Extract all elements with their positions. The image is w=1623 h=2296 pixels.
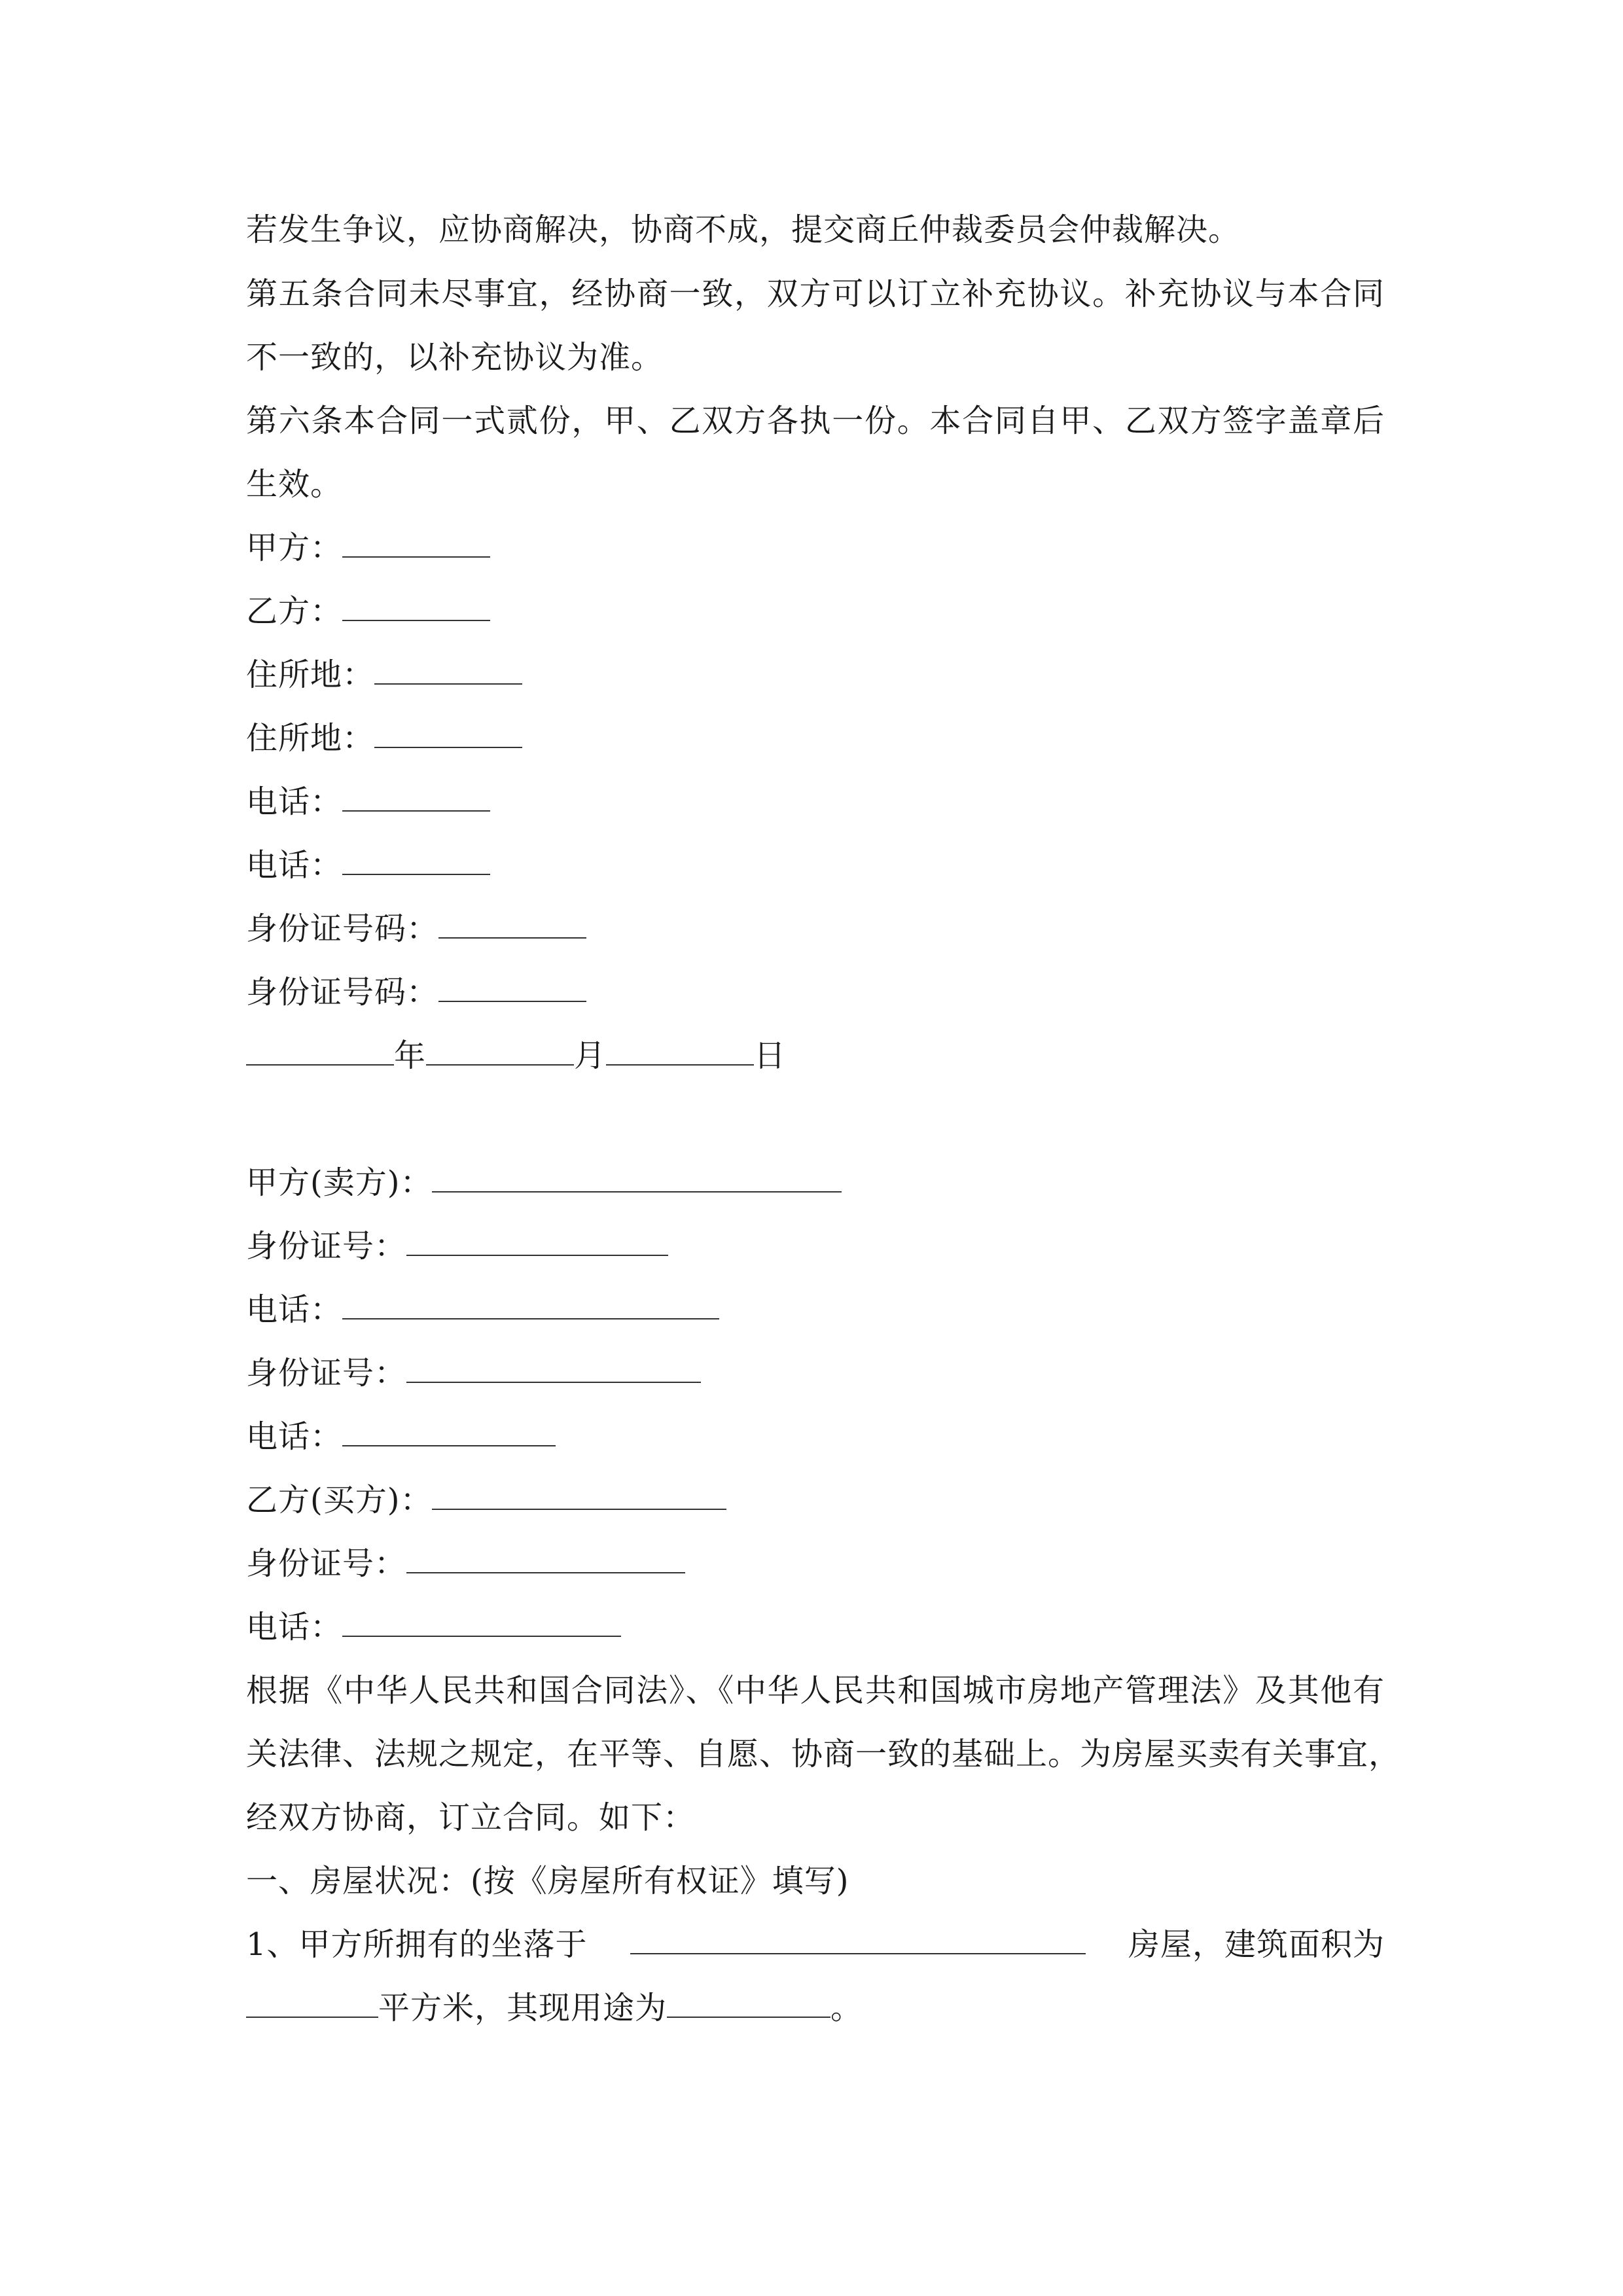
item1-area-label: 房屋，建筑面积为: [1128, 1926, 1385, 1963]
address-a-label: 住所地：: [246, 656, 375, 693]
phone-b-label: 电话：: [246, 847, 343, 884]
signature-phone-a: [246, 770, 1385, 834]
buyer-blank[interactable]: [432, 1468, 726, 1510]
year-label: 年: [394, 1037, 427, 1074]
usage-blank[interactable]: [667, 1976, 830, 2018]
seller-label: 甲方(卖方)：: [246, 1164, 433, 1201]
seller-id-label: 身份证号：: [246, 1228, 407, 1265]
party-b-label: 乙方：: [246, 593, 343, 630]
signature-address-a: [246, 643, 1385, 707]
address-a-blank[interactable]: [374, 643, 522, 685]
section-1-item-1-line-2: [246, 1976, 1385, 2040]
preamble-line-3: 经双方协商，订立合同。如下：: [246, 1799, 696, 1836]
phone-a-blank[interactable]: [342, 770, 490, 812]
buyer-id-row: [246, 1532, 1385, 1596]
seller-id-blank[interactable]: [406, 1214, 668, 1256]
address-b-blank[interactable]: [374, 706, 522, 748]
article-6-line-2: 生效。: [246, 466, 343, 503]
signature-party-a: [246, 516, 1385, 580]
section-1-item-1-line-1: [246, 1912, 1385, 1977]
signature-address-b: [246, 706, 1385, 770]
location-blank[interactable]: [630, 1912, 1086, 1954]
seller-row: [246, 1151, 1385, 1215]
seller-phone-blank[interactable]: [342, 1278, 719, 1319]
dispute-clause: 若发生争议，应协商解决，协商不成，提交商丘仲裁委员会仲裁解决。: [246, 211, 1241, 248]
party-a-label: 甲方：: [246, 529, 343, 566]
buyer-phone-row: [246, 1595, 1385, 1659]
seller-phone-label: 电话：: [246, 1291, 343, 1328]
seller-phone-row: [246, 1278, 1385, 1342]
extra-id-row: [246, 1341, 1385, 1405]
extra-phone-blank[interactable]: [342, 1405, 556, 1446]
item1-end: 。: [830, 1990, 863, 2026]
item1-usage-label: 平方米，其现用途为: [378, 1990, 668, 2026]
extra-phone-label: 电话：: [246, 1418, 343, 1455]
day-blank[interactable]: [606, 1024, 754, 1066]
seller-id-row: [246, 1214, 1385, 1278]
section-1-heading: 一、房屋状况：(按《房屋所有权证》填写): [246, 1863, 849, 1899]
phone-a-label: 电话：: [246, 783, 343, 820]
article-5-line-1: 第五条合同未尽事宜，经协商一致，双方可以订立补充协议。补充协议与本合同: [246, 276, 1385, 312]
area-blank[interactable]: [246, 1976, 378, 2018]
buyer-label: 乙方(买方)：: [246, 1482, 433, 1518]
seller-blank[interactable]: [432, 1151, 842, 1193]
signature-id-b: [246, 960, 1385, 1024]
buyer-phone-label: 电话：: [246, 1609, 343, 1645]
extra-id-blank[interactable]: [406, 1341, 701, 1383]
phone-b-blank[interactable]: [342, 833, 490, 875]
article-5-line-2: 不一致的，以补充协议为准。: [246, 339, 664, 376]
id-a-label: 身份证号码：: [246, 910, 439, 947]
day-label: 日: [754, 1037, 787, 1074]
year-blank[interactable]: [246, 1024, 394, 1066]
article-6-line-1: 第六条本合同一式贰份，甲、乙双方各执一份。本合同自甲、乙双方签字盖章后: [246, 403, 1385, 439]
signature-date: [246, 1024, 1385, 1088]
signature-phone-b: [246, 833, 1385, 897]
preamble-line-1: 根据《中华人民共和国合同法》、《中华人民共和国城市房地产管理法》及其他有: [246, 1672, 1385, 1709]
party-a-blank[interactable]: [342, 516, 490, 558]
month-blank[interactable]: [426, 1024, 574, 1066]
buyer-id-label: 身份证号：: [246, 1545, 407, 1582]
item1-location-label: 1、甲方所拥有的坐落于: [246, 1926, 588, 1963]
signature-id-a: [246, 897, 1385, 961]
extra-phone-row: [246, 1405, 1385, 1469]
preamble-line-2: 关法律、法规之规定，在平等、自愿、协商一致的基础上。为房屋买卖有关事宜，: [246, 1736, 1401, 1772]
month-label: 月: [574, 1037, 607, 1074]
id-a-blank[interactable]: [438, 897, 586, 939]
id-b-label: 身份证号码：: [246, 974, 439, 1011]
party-b-blank[interactable]: [342, 579, 490, 621]
id-b-blank[interactable]: [438, 960, 586, 1002]
signature-party-b: [246, 579, 1385, 643]
extra-id-label: 身份证号：: [246, 1355, 407, 1391]
buyer-phone-blank[interactable]: [342, 1595, 621, 1637]
buyer-row: [246, 1468, 1385, 1532]
address-b-label: 住所地：: [246, 720, 375, 757]
buyer-id-blank[interactable]: [406, 1532, 685, 1573]
